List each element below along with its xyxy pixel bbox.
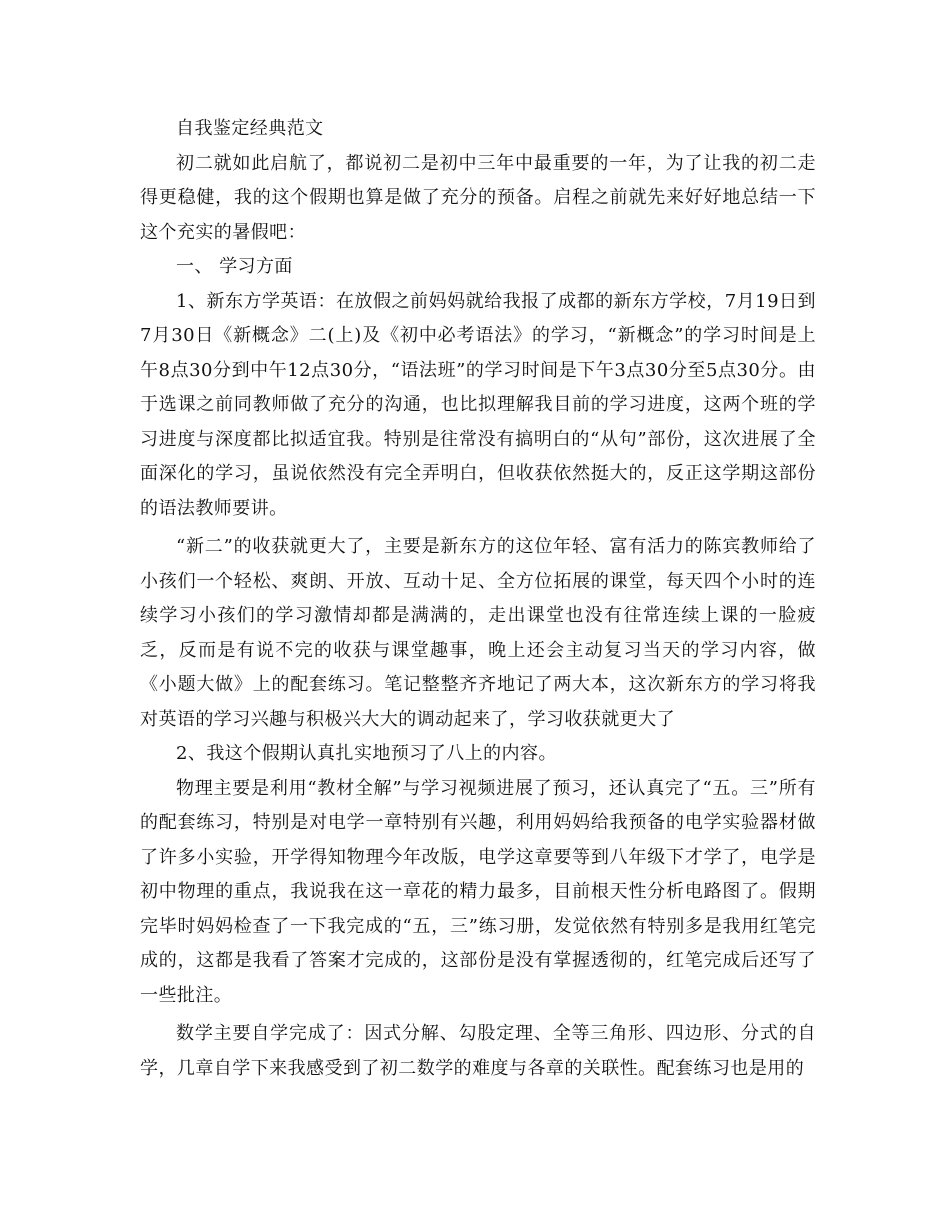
paragraph-new-oriental-english: 1、新东方学英语：在放假之前妈妈就给我报了成都的新东方学校，7月19日到7月30日《新概念》二(上)及《初中必考语法》的学习，“新概念”的学习时间是上午8点30分到中午12点30分，“语法班”的学习时间是下午3点30分至5点30分。由于选课之前同教师做了充分的沟通，也比拟理解我目前的学习进度，这两个班的学习进度与深度都比拟适宜我。特别是往常没有搞明白的“从句”部份，这次进展了全面深化的学习，虽说依然没有完全弄明白，但收获依然挺大的，反正这学期这部份的语法教师要讲。 [140, 290, 816, 519]
document-body [140, 112, 816, 1086]
section-heading-study: 一、 学习方面 [176, 256, 293, 277]
paragraph-new-concept-two: “新二”的收获就更大了，主要是新东方的这位年轻、富有活力的陈宾教师给了小孩们一个轻松、爽朗、开放、互动十足、全方位拓展的课堂，每天四个小时的连续学习小孩们的学习激情却都是满满的，走出课堂也没有往常连续上课的一脸疲乏，反而是有说不完的收获与课堂趣事，晚上还会主动复习当天的学习内容，做《小题大做》上的配套练习。笔记整整齐齐地记了两大本，这次新东方的学习将我对英语的学习兴趣与积极兴大大的调动起来了，学习收获就更大了 [140, 536, 816, 730]
paragraph-intro: 初二就如此启航了，都说初二是初中三年中最重要的一年，为了让我的初二走得更稳健，我的这个假期也算是做了充分的预备。启程之前就先来好好地总结一下这个充实的暑假吧： [140, 152, 816, 243]
document-title: 自我鉴定经典范文 [176, 118, 324, 139]
paragraph-physics: 物理主要是利用“教材全解”与学习视频进展了预习，还认真完了“五。三”所有的配套练习，特别是对电学一章特别有兴趣，利用妈妈给我预备的电学实验器材做了许多小实验，开学得知物理今年改版，电学这章要等到八年级下才学了，电学是初中物理的重点，我说我在这一章花的精力最多，目前根天性分析电路图了。假期完毕时妈妈检查了一下我完成的“五，三”练习册，发觉依然有特别多是我用红笔完成的，这都是我看了答案才完成的，这部份是没有掌握透彻的，红笔完成后还写了一些批注。 [140, 777, 816, 1006]
paragraph-math: 数学主要自学完成了：因式分解、勾股定理、全等三角形、四边形、分式的自学，几章自学下来我感受到了初二数学的难度与各章的关联性。配套练习也是用的 [140, 1023, 816, 1079]
paragraph-preview-grade8: 2、我这个假期认真扎实地预习了八上的内容。 [176, 743, 557, 764]
